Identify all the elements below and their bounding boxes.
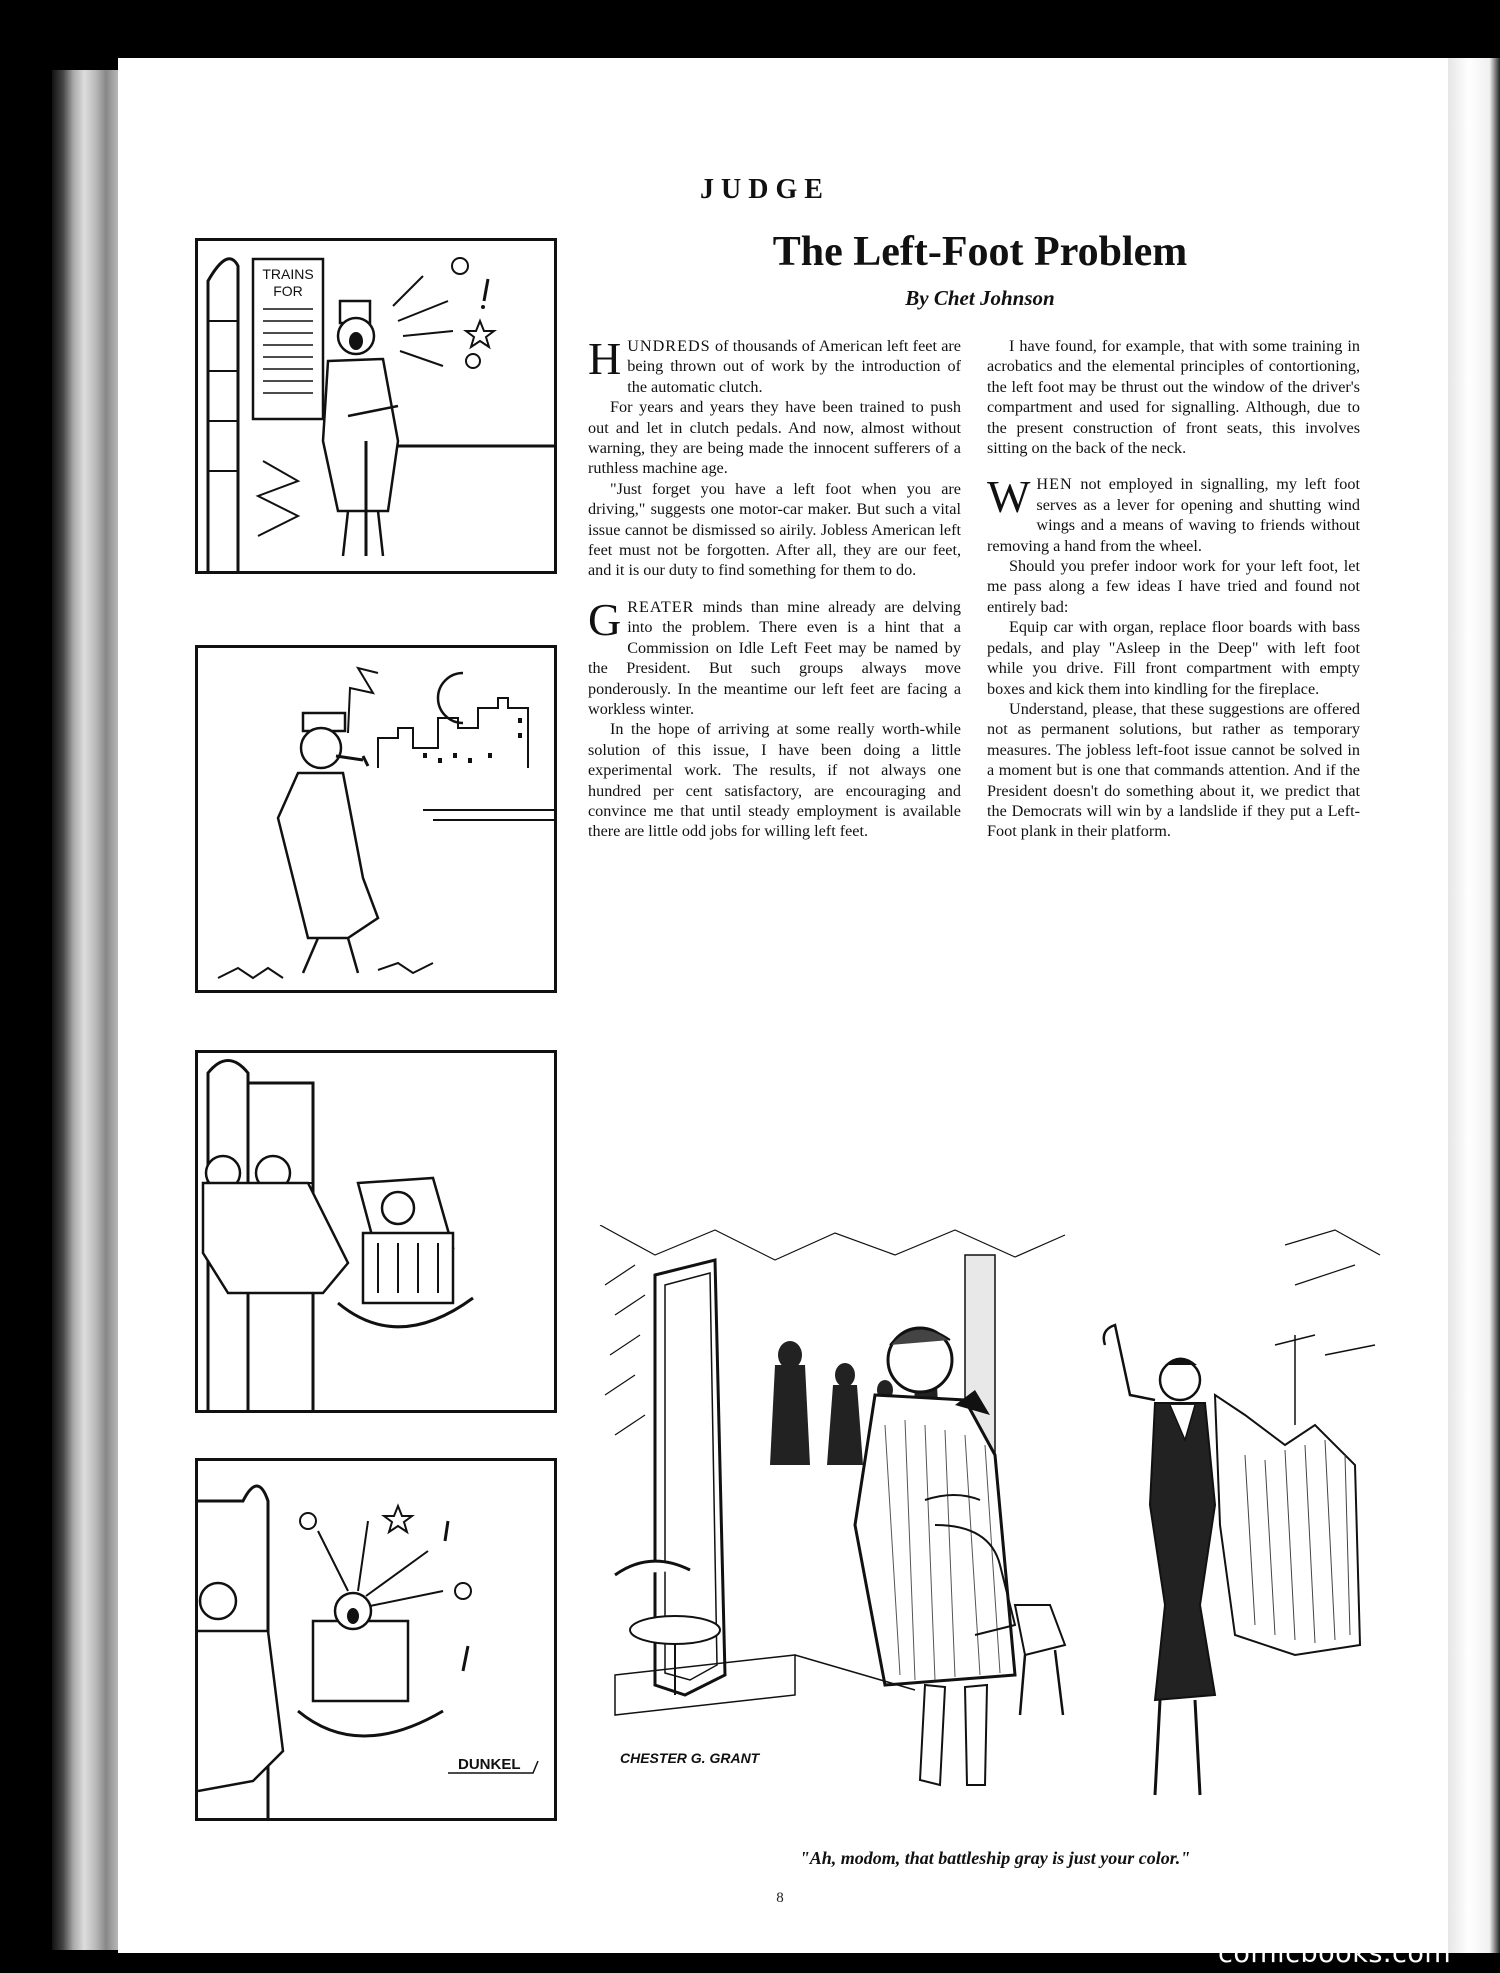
magazine-header: JUDGE (700, 174, 830, 205)
paragraph-text: "Just forget you have a left foot when you are driving," suggests one motor-car maker. But such a vital issue cannot be dismissed so airily. Jobless American left feet must not be forgotten. After all, they are our feet, and it is our duty to find something for them to do. (588, 479, 961, 580)
paragraph-text: not employed in signalling, my left foot serves as a lever for opening and shutting wind wings and a means of waving to friends without removing a hand from the wheel. (987, 475, 1360, 555)
cartoon-drawing (595, 1225, 1385, 1825)
page-number: 8 (776, 1890, 784, 1906)
drop-cap: H (588, 333, 622, 384)
cartoon-caption: "Ah, modom, that battleship gray is just your color." (799, 1848, 1191, 1868)
paragraph-text: Equip car with organ, replace floor boards with bass pedals, and play "Asleep in the Deep" with left foot while you drive. Fill front compartment with empty boxes and kick them into kindling for the fireplace. (987, 618, 1360, 698)
paragraph-text: minds than mine already are delving into the problem. There even is a hint that a Commission on Idle Left Feet may be named by the President. But such groups always move ponderously. In the meantime our left feet are facing a workless winter. (588, 597, 961, 718)
comic-panel-3 (195, 1050, 557, 1413)
book-binding (52, 70, 124, 1950)
scan-border (0, 0, 1500, 60)
small-caps-lead: UNDREDS (627, 337, 711, 355)
article-byline: By Chet Johnson (905, 286, 1055, 310)
article-paragraph (987, 556, 1360, 617)
panel-3-drawing (198, 1053, 554, 1410)
article-title: The Left-Foot Problem (772, 229, 1188, 275)
article-paragraph (588, 397, 961, 479)
paragraph-text: I have found, for example, that with some training in acrobatics and the elemental principles of contortioning, the left foot may be thrust out the window of the driver's compartment and used for signalling. Although, due to the present construction of front seats, this involves sitting on the back of the neck. (987, 337, 1360, 458)
article-paragraph (588, 479, 961, 581)
paragraph-text: Should you prefer indoor work for your left foot, let me pass along a few ideas I have tried and found not entirely bad: (987, 557, 1360, 616)
article-paragraph (987, 336, 1360, 458)
comic-panel-4 (195, 1458, 557, 1821)
panel-1-drawing (198, 241, 554, 571)
paragraph-text: of thousands of American left feet are being thrown out of work by the introduction of the automatic clutch. (627, 337, 961, 396)
paragraph-text: For years and years they have been trained to push out and let in clutch pedals. And now, almost without warning, they are being made the innocent sufferers of a ruthless machine age. (588, 398, 961, 478)
panel-artist-signature: DUNKEL (458, 1756, 521, 1773)
comic-panel-2 (195, 645, 557, 993)
drop-cap: G (588, 593, 622, 645)
article-paragraph (588, 719, 961, 841)
drop-cap: W (987, 471, 1031, 523)
panel-4-drawing (198, 1461, 554, 1818)
article-column-2 (987, 336, 1360, 842)
article-paragraph (588, 333, 961, 397)
page-edge (1448, 58, 1500, 1953)
sign-text-for: FOR (273, 283, 303, 299)
comic-panel-1 (195, 238, 557, 574)
watermark: comicbooks.com (1218, 1938, 1452, 1969)
article-paragraph (588, 593, 961, 719)
article-paragraph (987, 699, 1360, 842)
cartoon-artist-signature: CHESTER G. GRANT (620, 1750, 760, 1766)
article-column-1 (588, 333, 961, 842)
paragraph-text: Understand, please, that these suggestions are offered not as permanent solutions, but rather as temporary measures. The jobless left-foot issue cannot be solved in a moment but is one that commands attention. And if the President doesn't do something about it, we predict that the Democrats will win by a landslide if they put a Left-Foot plank in their platform. (987, 699, 1360, 841)
panel-2-drawing (198, 648, 554, 990)
article-paragraph (987, 471, 1360, 556)
paragraph-text: In the hope of arriving at some really worth-while solution of this issue, I have been doing a little experimental work. The results, if not always one hundred per cent satisfactory, are encouraging and convince me that until steady employment is available there are little odd jobs for willing left feet. (588, 720, 961, 841)
cartoon-illustration (595, 1225, 1385, 1825)
small-caps-lead: HEN (1036, 475, 1073, 494)
sign-text-trains: TRAINS (262, 266, 314, 282)
small-caps-lead: REATER (627, 597, 695, 616)
article-paragraph (987, 617, 1360, 699)
